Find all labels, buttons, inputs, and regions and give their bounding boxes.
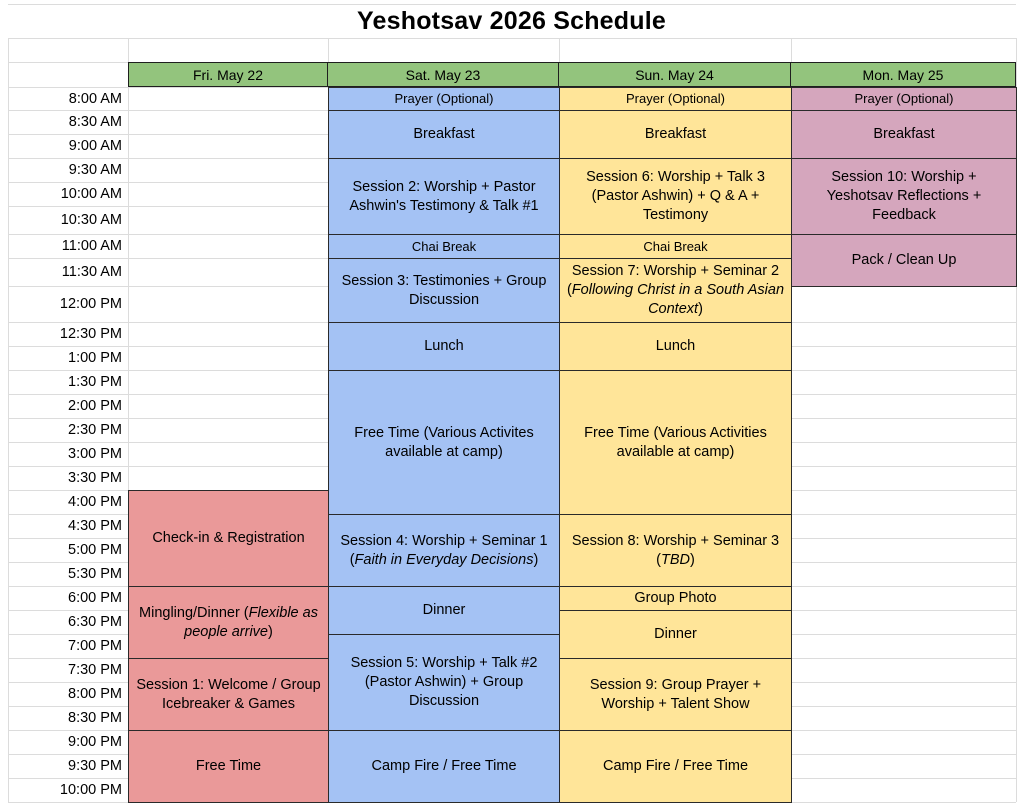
event-text: Mingling/Dinner ( — [139, 604, 249, 621]
time-label: 8:00 AM — [68, 90, 122, 107]
event-label — [566, 168, 785, 225]
event-sat-session5 — [328, 634, 560, 731]
event-text: Session 6: Worship + Talk 3 (Pastor Ashwin) + Q & A + Testimony — [586, 169, 765, 223]
event-sat-chai — [328, 234, 560, 259]
event-text-italic: Flexible as people arrive — [184, 604, 318, 640]
event-text: Free Time (Various Activites available at camp) — [354, 424, 534, 460]
event-label — [152, 529, 304, 548]
event-text: Prayer (Optional) — [854, 91, 954, 106]
event-label — [645, 125, 706, 144]
event-sun-session9 — [559, 658, 792, 731]
event-text: Session 7: Worship + Seminar 2 ( — [566, 263, 780, 298]
day-header-mon: Mon. May 25 — [791, 62, 1016, 87]
time-label: 2:30 PM — [68, 422, 122, 438]
event-label — [656, 337, 696, 356]
event-text: Chai Break — [643, 238, 708, 254]
event-label — [566, 676, 785, 714]
time-label: 7:00 PM — [68, 638, 122, 654]
event-label — [335, 272, 553, 310]
event-label — [855, 91, 954, 107]
event-sun-dinner — [559, 610, 792, 659]
event-label — [135, 676, 322, 714]
event-sun-campfire — [559, 730, 792, 803]
event-label — [852, 251, 957, 270]
event-label — [424, 337, 464, 356]
time-label: 10:00 PM — [59, 782, 122, 798]
event-label — [798, 168, 1010, 225]
event-label — [566, 262, 785, 319]
event-text: Prayer (Optional) — [394, 91, 494, 106]
event-text: Chai Break — [411, 238, 477, 254]
event-text: Camp Fire / Free Time — [371, 758, 517, 774]
event-text: Camp Fire / Free Time — [602, 758, 749, 774]
time-label: 9:30 AM — [68, 162, 122, 178]
time-label: 8:00 PM — [68, 686, 122, 702]
event-text: Check-in & Registration — [152, 530, 305, 546]
event-sat-lunch — [328, 322, 560, 371]
event-text: Group Photo — [634, 590, 717, 606]
event-text: Session 9: Group Prayer + Worship + Talent Show — [589, 676, 762, 712]
time-label: 1:30 PM — [68, 374, 122, 390]
event-text: Lunch — [424, 338, 464, 354]
time-label: 3:30 PM — [68, 470, 122, 486]
day-header-sat: Sat. May 23 — [328, 62, 559, 87]
time-label: 12:30 PM — [59, 326, 122, 342]
event-text: Breakfast — [413, 126, 475, 142]
event-label — [371, 757, 516, 776]
event-label — [566, 532, 785, 570]
event-label — [335, 178, 553, 216]
time-label: 9:30 PM — [68, 758, 122, 774]
event-text-suffix: ) — [698, 301, 703, 317]
event-fri-checkin — [128, 490, 329, 587]
event-label — [335, 654, 553, 711]
event-label — [412, 239, 476, 255]
time-label: 3:00 PM — [68, 446, 122, 462]
event-sat-free — [328, 370, 560, 515]
event-text: Dinner — [654, 626, 697, 642]
event-sun-session6 — [559, 158, 792, 235]
event-text: Session 3: Testimonies + Group Discussion — [341, 272, 547, 308]
event-mon-breakfast — [791, 110, 1017, 159]
event-mon-pack — [791, 234, 1017, 287]
event-label — [135, 604, 322, 642]
time-label: 4:30 PM — [68, 518, 122, 534]
event-text: Session 1: Welcome / Group Icebreaker & Games — [136, 676, 321, 712]
event-sat-session2 — [328, 158, 560, 235]
event-label — [335, 424, 553, 462]
event-sat-prayer — [328, 87, 560, 111]
event-sat-session3 — [328, 258, 560, 323]
event-text-italic: Faith in Everyday Decisions — [354, 551, 534, 568]
event-text: Session 10: Worship + Yeshotsav Reflections + Feedback — [826, 169, 982, 223]
event-mon-session10 — [791, 158, 1017, 235]
event-label — [335, 532, 553, 570]
time-label: 6:00 PM — [68, 590, 122, 606]
time-label: 5:00 PM — [68, 542, 122, 558]
time-label: 9:00 PM — [68, 734, 122, 750]
event-sat-breakfast — [328, 110, 560, 159]
event-sat-dinner — [328, 586, 560, 635]
event-sun-chai — [559, 234, 792, 259]
event-label — [395, 91, 494, 107]
event-label — [566, 424, 785, 462]
event-sat-campfire — [328, 730, 560, 803]
time-label: 11:30 AM — [61, 264, 122, 280]
event-label — [634, 589, 716, 608]
time-label: 10:00 AM — [60, 186, 122, 202]
event-label — [873, 125, 934, 144]
event-mon-prayer — [791, 87, 1017, 111]
time-label: 9:00 AM — [68, 138, 122, 154]
event-text: Free Time — [195, 758, 262, 774]
event-sun-free — [559, 370, 792, 515]
event-label — [643, 239, 707, 255]
event-text: Session 5: Worship + Talk #2 (Pastor Ashwin) + Group Discussion — [350, 655, 538, 709]
event-label — [603, 757, 748, 776]
time-label: 2:00 PM — [68, 398, 122, 414]
event-text: Pack / Clean Up — [851, 252, 957, 268]
time-label: 7:30 PM — [68, 662, 122, 678]
time-label: 8:30 PM — [68, 710, 122, 726]
event-text: Breakfast — [873, 126, 935, 142]
event-sun-prayer — [559, 87, 792, 111]
event-fri-dinner — [128, 586, 329, 659]
event-sun-lunch — [559, 322, 792, 371]
time-label: 5:30 PM — [68, 566, 122, 582]
event-text: Prayer (Optional) — [626, 91, 725, 106]
event-sat-session4 — [328, 514, 560, 587]
event-text: Free Time (Various Activities available at camp) — [584, 424, 767, 460]
event-label — [423, 601, 466, 620]
event-text-suffix: ) — [533, 551, 539, 568]
grid-row-line — [8, 38, 1016, 39]
time-label: 8:30 AM — [68, 114, 122, 130]
event-text-suffix: ) — [267, 623, 273, 640]
event-text: Session 2: Worship + Pastor Ashwin's Testimony & Talk #1 — [349, 178, 539, 214]
event-label — [196, 757, 261, 776]
event-sun-session8 — [559, 514, 792, 587]
event-text-italic: Following Christ in a South Asian Context — [571, 282, 785, 317]
time-label: 4:00 PM — [68, 494, 122, 510]
event-text-suffix: ) — [690, 551, 695, 568]
day-header-fri: Fri. May 22 — [128, 62, 328, 87]
event-label — [626, 91, 725, 107]
event-text: Session 4: Worship + Seminar 1 ( — [340, 532, 548, 568]
event-text: Session 8: Worship + Seminar 3 ( — [571, 532, 780, 568]
event-label — [654, 625, 697, 644]
event-text: Lunch — [655, 338, 696, 354]
event-text: Breakfast — [644, 126, 707, 142]
time-label: 10:30 AM — [60, 212, 122, 228]
schedule-title: Yeshotsav 2026 Schedule — [357, 6, 666, 35]
time-label: 12:00 PM — [59, 296, 122, 312]
time-label: 1:00 PM — [68, 350, 122, 366]
event-fri-free — [128, 730, 329, 803]
event-sun-breakfast — [559, 110, 792, 159]
event-text: Dinner — [422, 602, 466, 618]
time-label: 11:00 AM — [61, 238, 122, 254]
event-text-italic: TBD — [661, 551, 690, 568]
time-label: 6:30 PM — [68, 614, 122, 630]
day-header-sun: Sun. May 24 — [559, 62, 791, 87]
event-label — [413, 125, 474, 144]
event-fri-session1 — [128, 658, 329, 731]
event-sun-photo — [559, 586, 792, 611]
event-sun-session7 — [559, 258, 792, 323]
